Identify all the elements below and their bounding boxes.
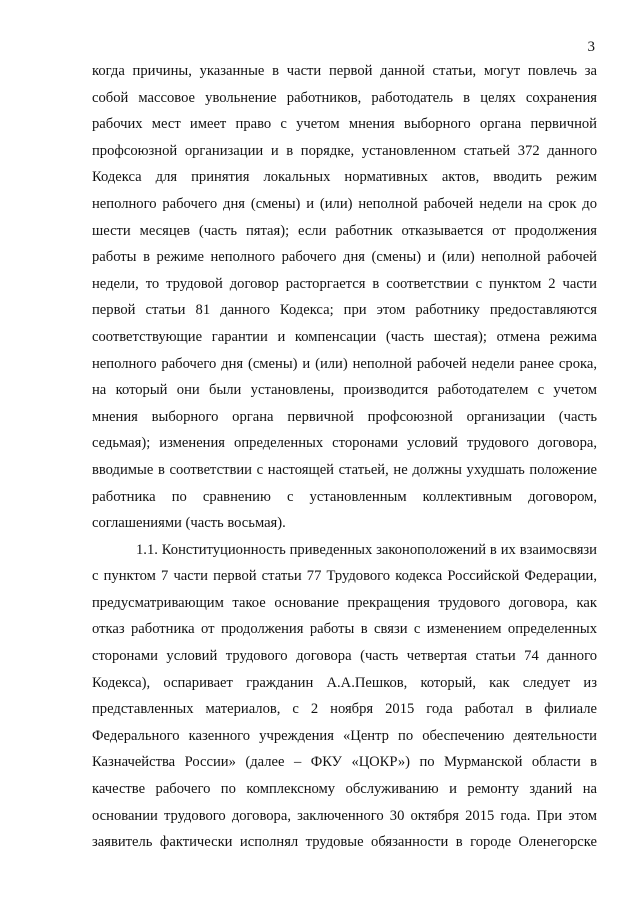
document-body xyxy=(92,58,597,856)
text-line: заявитель фактически исполнял трудовые обязанности в городе Оленегорске xyxy=(92,834,597,851)
paragraph-1-1 xyxy=(92,537,597,856)
text-line: Казначейства России» (далее – ФКУ «ЦОКР») по Мурманской области в xyxy=(92,754,597,771)
text-line: первой статьи 81 данного Кодекса; при этом работнику предоставляются xyxy=(92,302,597,319)
text-line: на который они были установлены, производится работодателем с учетом xyxy=(92,382,597,399)
text-line: соответствующие гарантии и компенсации (часть шестая); отмена режима xyxy=(92,328,597,345)
text-line: Федерального казенного учреждения «Центр по обеспечению деятельности xyxy=(92,727,597,744)
text-line: предусматривающим такое основание прекращения трудового договора, как xyxy=(92,594,597,611)
text-line: неполного рабочего дня (смены) и (или) неполной рабочей недели на срок до xyxy=(92,195,597,212)
text-line: основании трудового договора, заключенного 30 октября 2015 года. При этом xyxy=(92,807,597,824)
text-line: 1.1. Конституционность приведенных законоположений в их взаимосвязи xyxy=(136,541,597,558)
text-line: когда причины, указанные в части первой данной статьи, могут повлечь за xyxy=(92,63,597,79)
text-line: работника по сравнению с установленным коллективным договором, xyxy=(92,488,597,505)
text-line: представленных материалов, с 2 ноября 2015 года работал в филиале xyxy=(92,701,597,718)
text-line: мнения выборного органа первичной профсоюзной организации (часть xyxy=(92,408,597,425)
text-line: недели, то трудовой договор расторгается в соответствии с пунктом 2 части xyxy=(92,275,597,292)
text-line: собой массовое увольнение работников, работодатель в целях сохранения xyxy=(92,89,597,106)
text-line: Кодекса для принятия локальных нормативных актов, вводить режим xyxy=(92,169,597,186)
page-number: 3 xyxy=(587,39,595,55)
paragraph-continuation xyxy=(92,58,597,537)
text-line: сторонами условий трудового договора (часть четвертая статьи 74 данного xyxy=(92,648,597,665)
text-line: седьмая); изменения определенных сторонами условий трудового договора, xyxy=(92,435,597,452)
text-line: рабочих мест имеет право с учетом мнения выборного органа первичной xyxy=(92,116,597,133)
text-line: Кодекса), оспаривает гражданин А.А.Пешков, который, как следует из xyxy=(92,674,597,691)
text-line: неполного рабочего дня (смены) и (или) неполной рабочей недели ранее срока, xyxy=(92,355,597,372)
text-line: вводимые в соответствии с настоящей статьей, не должны ухудшать положение xyxy=(92,461,597,478)
text-line: с пунктом 7 части первой статьи 77 Трудового кодекса Российской Федерации, xyxy=(92,568,597,585)
text-line: работы в режиме неполного рабочего дня (смены) и (или) неполной рабочей xyxy=(92,249,597,266)
text-line: качестве рабочего по комплексному обслуживанию и ремонту зданий на xyxy=(92,781,597,798)
text-line: шести месяцев (часть пятая); если работник отказывается от продолжения xyxy=(92,222,597,239)
text-line: профсоюзной организации и в порядке, установленном статьей 372 данного xyxy=(92,142,597,159)
text-line: отказ работника от продолжения работы в связи с изменением определенных xyxy=(92,621,597,638)
text-line: соглашениями (часть восьмая). xyxy=(92,515,286,532)
